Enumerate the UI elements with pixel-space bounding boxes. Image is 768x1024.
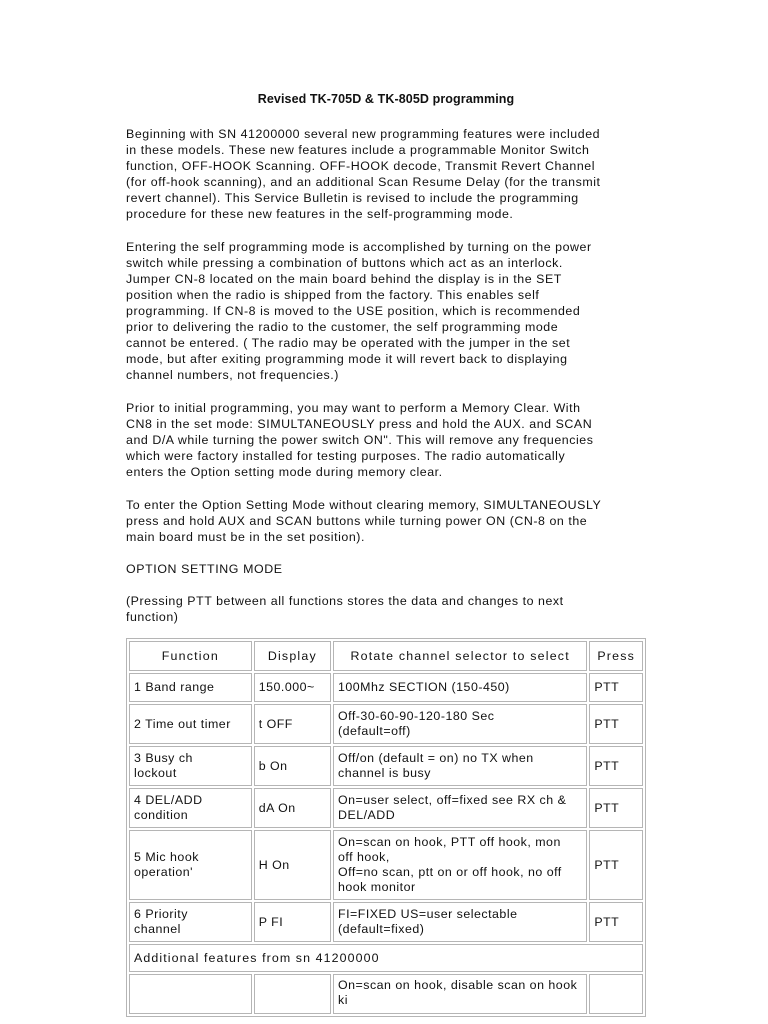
cell-display: H On <box>254 830 331 900</box>
cell-rotate: On=user select, off=fixed see RX ch & DEL/ADD <box>333 788 587 828</box>
table-row <box>129 788 643 828</box>
section-heading: OPTION SETTING MODE <box>126 562 283 576</box>
cell-display: b On <box>254 746 331 786</box>
cell-function <box>129 974 252 1014</box>
table-row <box>129 673 643 702</box>
cell-press: PTT <box>589 830 643 900</box>
cell-display: 150.000~ <box>254 673 331 702</box>
table-row <box>129 746 643 786</box>
paragraph-memory-clear: Prior to initial programming, you may want to perform a Memory Clear. With CN8 in the set mode: SIMULTANEOUSLY press and hold the AUX. and SCAN and D/A while turning the power switch ON". This will remove any frequencies which were factory installed for testing purposes. The radio automatically enters the Option setting mode during memory clear. <box>126 401 594 479</box>
header-rotate: Rotate channel selector to select <box>333 641 587 671</box>
cell-press: PTT <box>589 673 643 702</box>
header-function: Function <box>129 641 252 671</box>
cell-press: PTT <box>589 788 643 828</box>
table-header-row <box>129 641 643 671</box>
table-span-row <box>129 944 643 972</box>
page-title: Revised TK-705D & TK-805D programming <box>257 92 515 106</box>
cell-function: 1 Band range <box>129 673 252 702</box>
cell-function: 6 Priority channel <box>129 902 252 942</box>
paragraph-intro: Beginning with SN 41200000 several new programming features were included in these models. These new features include a programmable Monitor Switch function, OFF-HOOK Scanning. OFF-HOOK decode, Transmit Revert Channel (for off-hook scanning), and an additional Scan Resume Delay (for the transmit revert channel). This Service Bulletin is revised to include the programming procedure for these new features in the self-programming mode. <box>126 127 601 221</box>
cell-press: PTT <box>589 902 643 942</box>
cell-press <box>589 974 643 1014</box>
cell-display: P FI <box>254 902 331 942</box>
cell-function: 5 Mic hook operation' <box>129 830 252 900</box>
cell-rotate: FI=FIXED US=user selectable (default=fixed) <box>333 902 587 942</box>
cell-rotate: 100Mhz SECTION (150-450) <box>333 673 587 702</box>
cell-function: 4 DEL/ADD condition <box>129 788 252 828</box>
cell-rotate: Off-30-60-90-120-180 Sec (default=off) <box>333 704 587 744</box>
cell-rotate: Off/on (default = on) no TX when channel is busy <box>333 746 587 786</box>
table-row <box>129 974 643 1014</box>
header-press: Press <box>589 641 643 671</box>
cell-display: dA On <box>254 788 331 828</box>
cell-display: t OFF <box>254 704 331 744</box>
section-note: (Pressing PTT between all functions stores the data and changes to next function) <box>126 594 564 624</box>
cell-rotate: On=scan on hook, disable scan on hook ki <box>333 974 587 1014</box>
table-row <box>129 830 643 900</box>
header-display: Display <box>254 641 331 671</box>
table-row <box>129 902 643 942</box>
paragraph-option-mode: To enter the Option Setting Mode without clearing memory, SIMULTANEOUSLY press and hold AUX and SCAN buttons while turning power ON (CN-8 on the main board must be in the set position). <box>126 498 602 544</box>
cell-function: 3 Busy ch lockout <box>129 746 252 786</box>
document-body <box>126 92 646 642</box>
cell-function: 2 Time out timer <box>129 704 252 744</box>
cell-press: PTT <box>589 746 643 786</box>
option-setting-table <box>126 638 646 1017</box>
paragraph-self-programming: Entering the self programming mode is accomplished by turning on the power switch while pressing a combination of buttons which act as an interlock. Jumper CN-8 located on the main board behind the display is in the SET position when the radio is shipped from the factory. This enables self programming. If CN-8 is moved to the USE position, which is recommended prior to delivering the radio to the customer, the self programming mode cannot be entered. ( The radio may be operated with the jumper in the set mode, but after exiting programming mode it will revert back to displaying channel numbers, not frequencies.) <box>126 240 592 382</box>
table-row <box>129 704 643 744</box>
cell-display <box>254 974 331 1014</box>
cell-press: PTT <box>589 704 643 744</box>
option-table-wrapper <box>126 638 646 1007</box>
additional-features-label: Additional features from sn 41200000 <box>129 944 643 972</box>
cell-rotate: On=scan on hook, PTT off hook, mon off hook, Off=no scan, ptt on or off hook, no off hook monitor <box>333 830 587 900</box>
